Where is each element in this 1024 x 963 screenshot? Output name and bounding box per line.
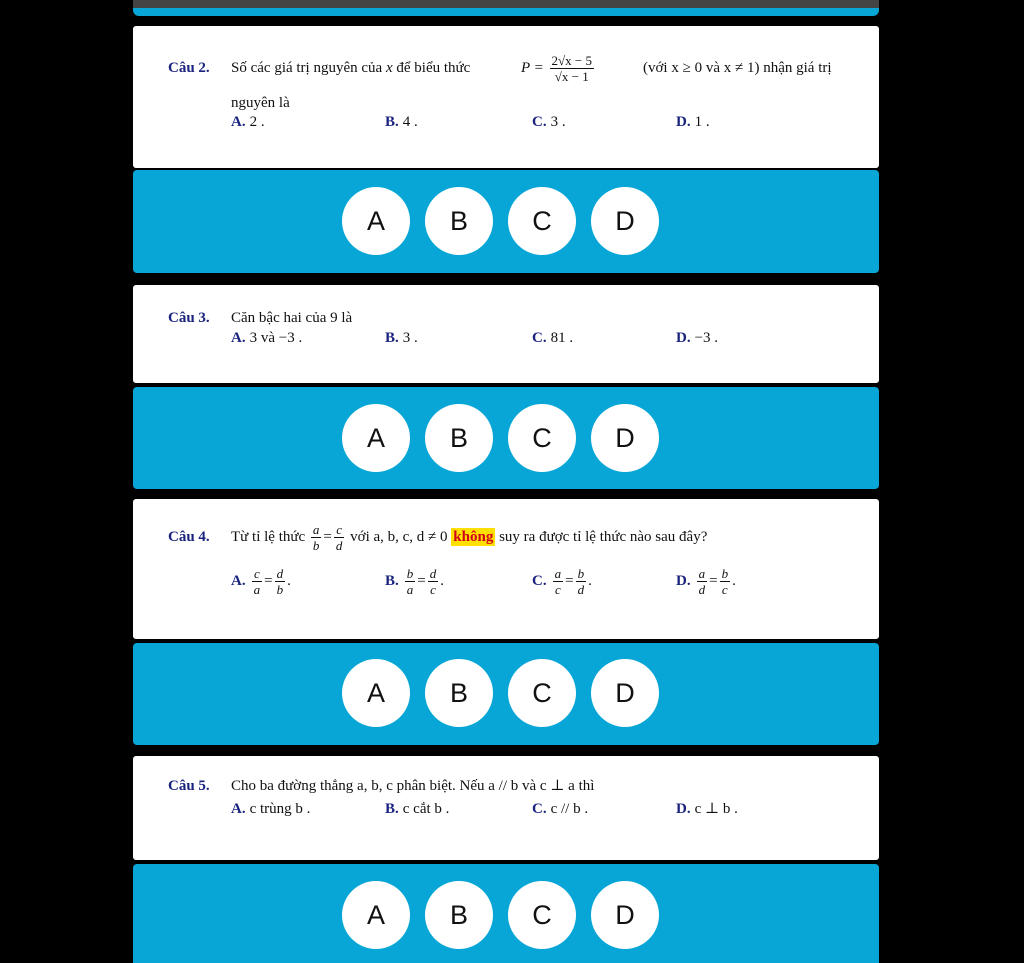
option-b: B. 3 . (385, 330, 418, 346)
fraction-c-d: $\frac{c}{d}$ (335, 522, 343, 554)
question-label: Câu 3. (168, 310, 210, 326)
question-text: Cho ba đường thẳng a, b, c phân biệt. Nếu a // b và c ⊥ a thì (231, 778, 595, 794)
option-a: A. $\frac{c}{a}$ = $\frac{d}{b}$ . (231, 566, 291, 598)
answer-button-a[interactable]: A (342, 881, 410, 949)
answer-band-3 (133, 387, 879, 489)
option-b: B. c cắt b . (385, 801, 450, 817)
option-b: B. $\frac{b}{a}$ = $\frac{d}{c}$ . (385, 566, 444, 598)
question-label: Câu 2. (168, 60, 210, 76)
highlighted-word: không (453, 529, 494, 545)
answer-band-5 (133, 864, 879, 963)
answer-band-2 (133, 170, 879, 273)
question-card-2 (133, 26, 879, 168)
top-status-strip (133, 0, 879, 8)
option-b: B. 4 . (385, 114, 418, 130)
question-label: Câu 4. (168, 529, 210, 545)
answer-button-a[interactable]: A (342, 187, 410, 255)
previous-answer-band (133, 8, 879, 16)
answer-button-b[interactable]: B (425, 881, 493, 949)
answer-button-c[interactable]: C (508, 187, 576, 255)
answer-button-c[interactable]: C (508, 404, 576, 472)
answer-button-a[interactable]: A (342, 404, 410, 472)
answer-button-d[interactable]: D (591, 659, 659, 727)
question-card-5 (133, 756, 879, 860)
answer-band-4 (133, 643, 879, 745)
answer-button-d[interactable]: D (591, 404, 659, 472)
fraction: $\frac{2√x - 5}{√x - 1}$ (551, 53, 592, 85)
option-c: C. c // b . (532, 801, 589, 817)
answer-button-d[interactable]: D (591, 881, 659, 949)
question-label: Câu 5. (168, 778, 210, 794)
fraction-a-b: $\frac{a}{b}$ (312, 522, 320, 554)
question-card-4 (133, 499, 879, 639)
answer-button-c[interactable]: C (508, 659, 576, 727)
answer-button-b[interactable]: B (425, 187, 493, 255)
option-c: C. 3 . (532, 114, 566, 130)
option-d: D. $\frac{a}{d}$ = $\frac{b}{c}$ . (676, 566, 736, 598)
answer-button-b[interactable]: B (425, 404, 493, 472)
option-a: A. 3 và −3 . (231, 330, 303, 346)
question-text: Số các giá trị nguyên của x để biểu thức (231, 60, 471, 76)
option-c: C. 81 . (532, 330, 574, 346)
answer-button-c[interactable]: C (508, 881, 576, 949)
answer-button-d[interactable]: D (591, 187, 659, 255)
option-a: A. 2 . (231, 114, 265, 130)
option-c: C. $\frac{a}{c}$ = $\frac{b}{d}$ . (532, 566, 592, 598)
option-d: D. −3 . (676, 330, 719, 346)
expression-p: P = $\frac{2√x - 5}{√x - 1}$ (521, 53, 592, 85)
answer-button-a[interactable]: A (342, 659, 410, 727)
question-condition: (với x ≥ 0 và x ≠ 1) nhận giá trị (643, 60, 832, 76)
option-d: D. c ⊥ b . (676, 801, 738, 817)
option-d: D. 1 . (676, 114, 710, 130)
question-text-line2: nguyên là (231, 95, 290, 111)
option-a: A. c trùng b . (231, 801, 311, 817)
answer-button-b[interactable]: B (425, 659, 493, 727)
question-text: Từ tỉ lệ thức $\frac{a}{b}$ = $\frac{c}{d}$ với a, b, c, d ≠ 0 không suy ra được tỉ lệ thức nào sau đây? (231, 522, 708, 554)
question-text: Căn bậc hai của 9 là (231, 310, 353, 326)
question-card-3 (133, 285, 879, 383)
